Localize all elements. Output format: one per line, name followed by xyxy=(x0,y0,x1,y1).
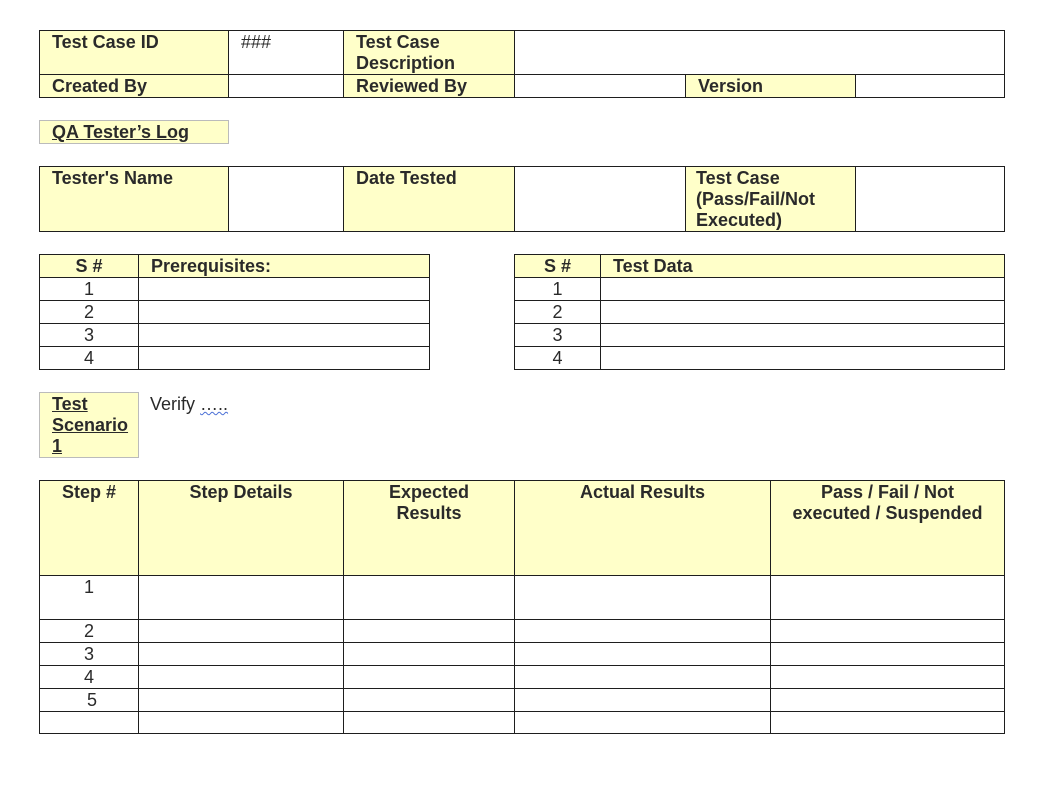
step-number: 3 xyxy=(39,642,139,666)
actual-results-field[interactable] xyxy=(514,619,771,643)
reviewed-by-label: Reviewed By xyxy=(343,74,515,98)
status-field[interactable] xyxy=(770,688,1005,712)
step-details-field[interactable] xyxy=(138,575,344,620)
expected-results-field[interactable] xyxy=(343,619,515,643)
reviewed-by-field[interactable] xyxy=(514,74,686,98)
qa-testers-log-title: QA Tester’s Log xyxy=(39,120,229,144)
step-details-header: Step Details xyxy=(138,480,344,576)
test-data-field[interactable] xyxy=(600,346,1005,370)
test-data-header: Test Data xyxy=(600,254,1005,278)
test-case-id-field[interactable]: ### xyxy=(228,30,344,75)
status-field[interactable] xyxy=(770,665,1005,689)
test-data-number: 4 xyxy=(514,346,601,370)
expected-results-header: Expected Results xyxy=(343,480,515,576)
actual-results-field[interactable] xyxy=(514,688,771,712)
step-number: 2 xyxy=(39,619,139,643)
created-by-label: Created By xyxy=(39,74,229,98)
date-tested-field[interactable] xyxy=(514,166,686,232)
step-details-field[interactable] xyxy=(138,688,344,712)
prerequisite-field[interactable] xyxy=(138,346,430,370)
test-case-description-field[interactable] xyxy=(514,30,1005,75)
prerequisite-number: 3 xyxy=(39,323,139,347)
created-by-field[interactable] xyxy=(228,74,344,98)
actual-results-field[interactable] xyxy=(514,575,771,620)
prerequisite-number: 2 xyxy=(39,300,139,324)
expected-results-field[interactable] xyxy=(343,711,515,734)
step-number: 1 xyxy=(39,575,139,620)
actual-results-header: Actual Results xyxy=(514,480,771,576)
test-scenario-label: Test Scenario 1 xyxy=(39,392,139,458)
step-number-header: Step # xyxy=(39,480,139,576)
test-data-field[interactable] xyxy=(600,323,1005,347)
expected-results-field[interactable] xyxy=(343,688,515,712)
test-case-result-label: Test Case (Pass/Fail/Not Executed) xyxy=(685,166,856,232)
prerequisite-number: 4 xyxy=(39,346,139,370)
expected-results-field[interactable] xyxy=(343,642,515,666)
status-field[interactable] xyxy=(770,642,1005,666)
status-field[interactable] xyxy=(770,619,1005,643)
prerequisite-field[interactable] xyxy=(138,277,430,301)
version-label: Version xyxy=(685,74,856,98)
test-data-field[interactable] xyxy=(600,277,1005,301)
prerequisite-field[interactable] xyxy=(138,323,430,347)
step-number: 4 xyxy=(39,665,139,689)
step-number: 5 xyxy=(39,688,139,712)
expected-results-field[interactable] xyxy=(343,575,515,620)
step-details-field[interactable] xyxy=(138,642,344,666)
test-data-field[interactable] xyxy=(600,300,1005,324)
step-details-field[interactable] xyxy=(138,711,344,734)
scenario-spelling-flag: ….. xyxy=(200,394,229,414)
test-data-number: 1 xyxy=(514,277,601,301)
prerequisites-sno-header: S # xyxy=(39,254,139,278)
scenario-verify-text: Verify xyxy=(150,394,201,414)
actual-results-field[interactable] xyxy=(514,711,771,734)
status-header: Pass / Fail / Not executed / Suspended xyxy=(770,480,1005,576)
prerequisite-number: 1 xyxy=(39,277,139,301)
version-field[interactable] xyxy=(855,74,1005,98)
test-case-id-label: Test Case ID xyxy=(39,30,229,75)
step-number xyxy=(39,711,139,734)
expected-results-field[interactable] xyxy=(343,665,515,689)
actual-results-field[interactable] xyxy=(514,665,771,689)
actual-results-field[interactable] xyxy=(514,642,771,666)
status-field[interactable] xyxy=(770,711,1005,734)
test-data-number: 3 xyxy=(514,323,601,347)
date-tested-label: Date Tested xyxy=(343,166,515,232)
testers-name-label: Tester's Name xyxy=(39,166,229,232)
prerequisite-field[interactable] xyxy=(138,300,430,324)
prerequisites-header: Prerequisites: xyxy=(138,254,430,278)
test-scenario-text[interactable] xyxy=(150,394,228,415)
step-details-field[interactable] xyxy=(138,619,344,643)
testers-name-field[interactable] xyxy=(228,166,344,232)
step-details-field[interactable] xyxy=(138,665,344,689)
test-data-sno-header: S # xyxy=(514,254,601,278)
test-case-description-label: Test Case Description xyxy=(343,30,515,75)
test-data-number: 2 xyxy=(514,300,601,324)
status-field[interactable] xyxy=(770,575,1005,620)
test-case-result-field[interactable] xyxy=(855,166,1005,232)
